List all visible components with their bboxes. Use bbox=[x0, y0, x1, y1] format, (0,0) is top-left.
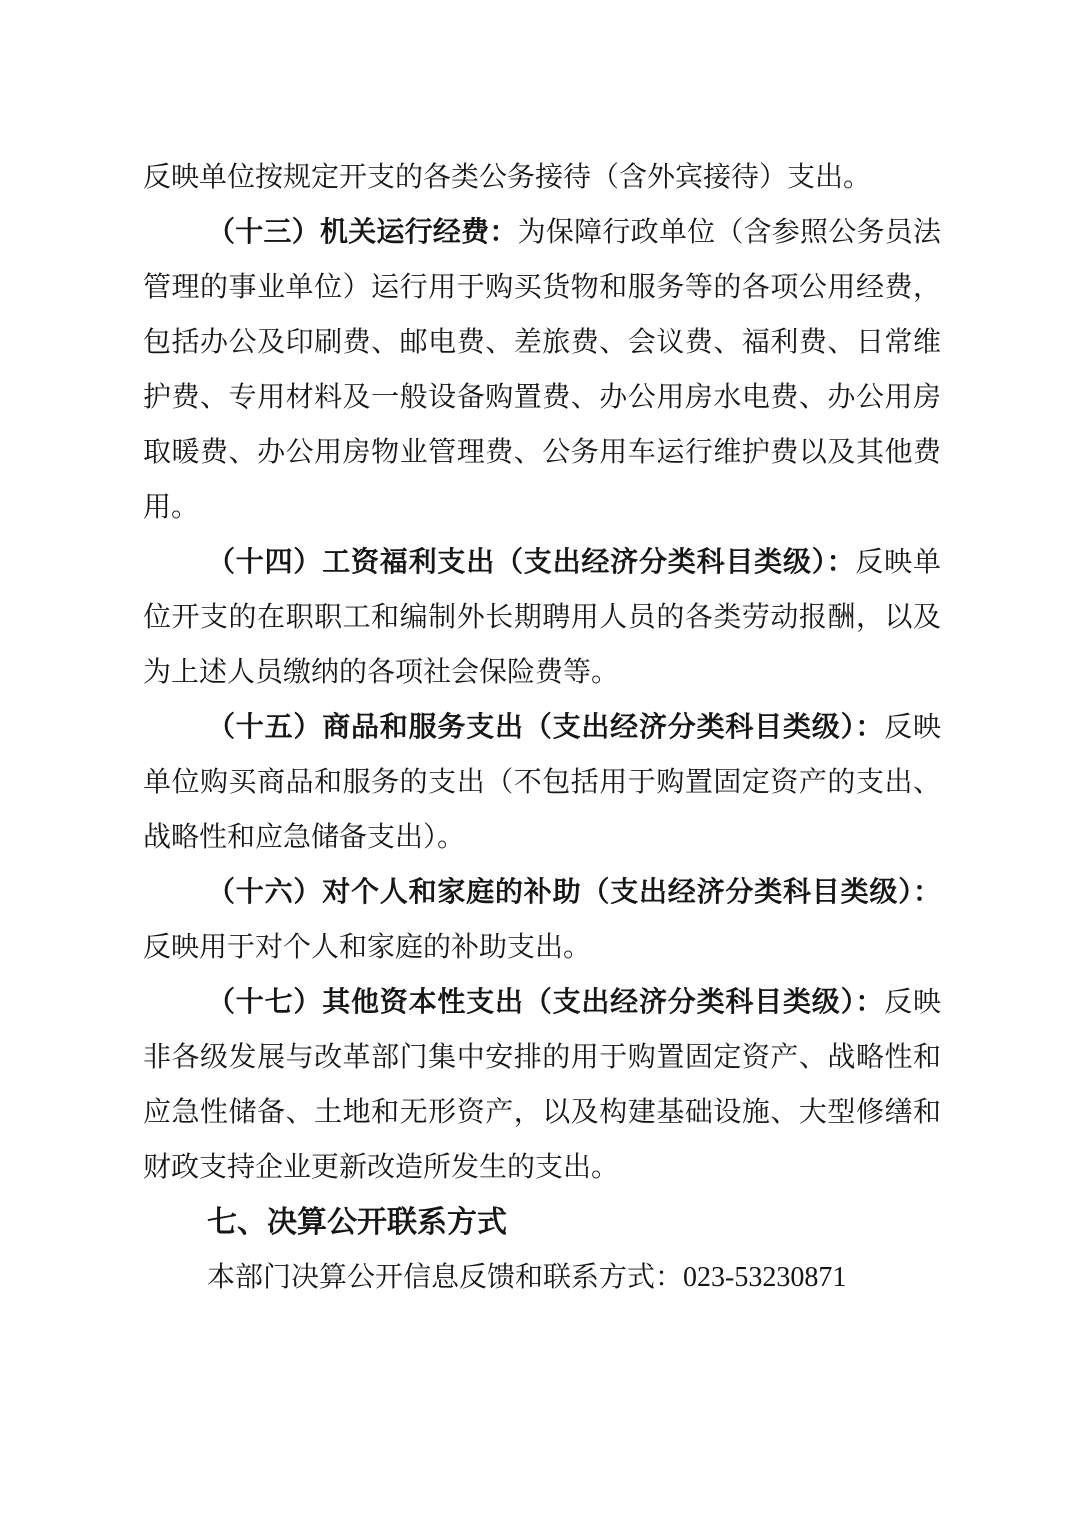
body-text: 非各级发展与改革部门集中安排的用于购置固定资产、战略性和 bbox=[143, 1042, 941, 1073]
paragraph-15-heading: （十五）商品和服务支出（支出经济分类科目类级）： bbox=[207, 712, 885, 743]
paragraph-17-line bbox=[143, 1140, 941, 1195]
body-text: 位开支的在职职工和编制外长期聘用人员的各类劳动报酬，以及 bbox=[143, 602, 941, 633]
body-text: 单位购买商品和服务的支出（不包括用于购置固定资产的支出、 bbox=[143, 767, 941, 798]
paragraph-13-line bbox=[143, 315, 941, 370]
paragraph-17-line bbox=[143, 1030, 941, 1085]
body-text: 包括办公及印刷费、邮电费、差旅费、会议费、福利费、日常维 bbox=[143, 327, 941, 358]
paragraph-15-line bbox=[143, 755, 941, 810]
paragraph-continuation-line bbox=[143, 150, 941, 205]
body-text: 财政支持企业更新改造所发生的支出。 bbox=[143, 1152, 620, 1183]
body-text: 反映 bbox=[884, 712, 941, 743]
body-text: 为上述人员缴纳的各项社会保险费等。 bbox=[143, 657, 620, 688]
paragraph-14-line bbox=[143, 645, 941, 700]
paragraph-13-heading: （十三）机关运行经费： bbox=[207, 217, 518, 248]
body-text: 反映单位按规定开支的各类公务接待（含外宾接待）支出。 bbox=[143, 162, 872, 193]
body-text: 战略性和应急储备支出）。 bbox=[143, 822, 466, 853]
paragraph-17-line bbox=[143, 1085, 941, 1140]
paragraph-17-line bbox=[143, 975, 941, 1030]
body-text: 取暖费、办公用房物业管理费、公务用车运行维护费以及其他费 bbox=[143, 437, 941, 468]
contact-text: 本部门决算公开信息反馈和联系方式：023-53230871 bbox=[207, 1262, 847, 1293]
paragraph-14-line bbox=[143, 535, 941, 590]
body-text: 反映 bbox=[884, 987, 941, 1018]
paragraph-14-line bbox=[143, 590, 941, 645]
paragraph-13-line bbox=[143, 480, 941, 535]
contact-line bbox=[143, 1250, 941, 1305]
body-text: 为保障行政单位（含参照公务员法 bbox=[517, 217, 941, 248]
section-heading-text: 七、决算公开联系方式 bbox=[207, 1206, 507, 1239]
section-heading bbox=[143, 1195, 941, 1250]
body-text: 管理的事业单位）运行用于购买货物和服务等的各项公用经费， bbox=[143, 272, 941, 303]
body-text: 反映用于对个人和家庭的补助支出。 bbox=[143, 932, 592, 963]
paragraph-16-line bbox=[143, 865, 941, 920]
paragraph-13-line bbox=[143, 425, 941, 480]
body-text: 护费、专用材料及一般设备购置费、办公用房水电费、办公用房 bbox=[143, 382, 941, 413]
paragraph-15-line bbox=[143, 810, 941, 865]
body-text: 反映单 bbox=[855, 547, 941, 578]
paragraph-16-line bbox=[143, 920, 941, 975]
paragraph-13-line bbox=[143, 370, 941, 425]
text-block bbox=[143, 150, 941, 1305]
paragraph-15-line bbox=[143, 700, 941, 755]
paragraph-13-line bbox=[143, 260, 941, 315]
paragraph-16-heading: （十六）对个人和家庭的补助（支出经济分类科目类级）： bbox=[207, 877, 941, 908]
body-text: 应急性储备、土地和无形资产，以及构建基础设施、大型修缮和 bbox=[143, 1097, 941, 1128]
paragraph-17-heading: （十七）其他资本性支出（支出经济分类科目类级）： bbox=[207, 987, 885, 1018]
paragraph-13-line bbox=[143, 205, 941, 260]
body-text: 用。 bbox=[143, 492, 200, 523]
paragraph-14-heading: （十四）工资福利支出（支出经济分类科目类级）： bbox=[207, 547, 856, 578]
